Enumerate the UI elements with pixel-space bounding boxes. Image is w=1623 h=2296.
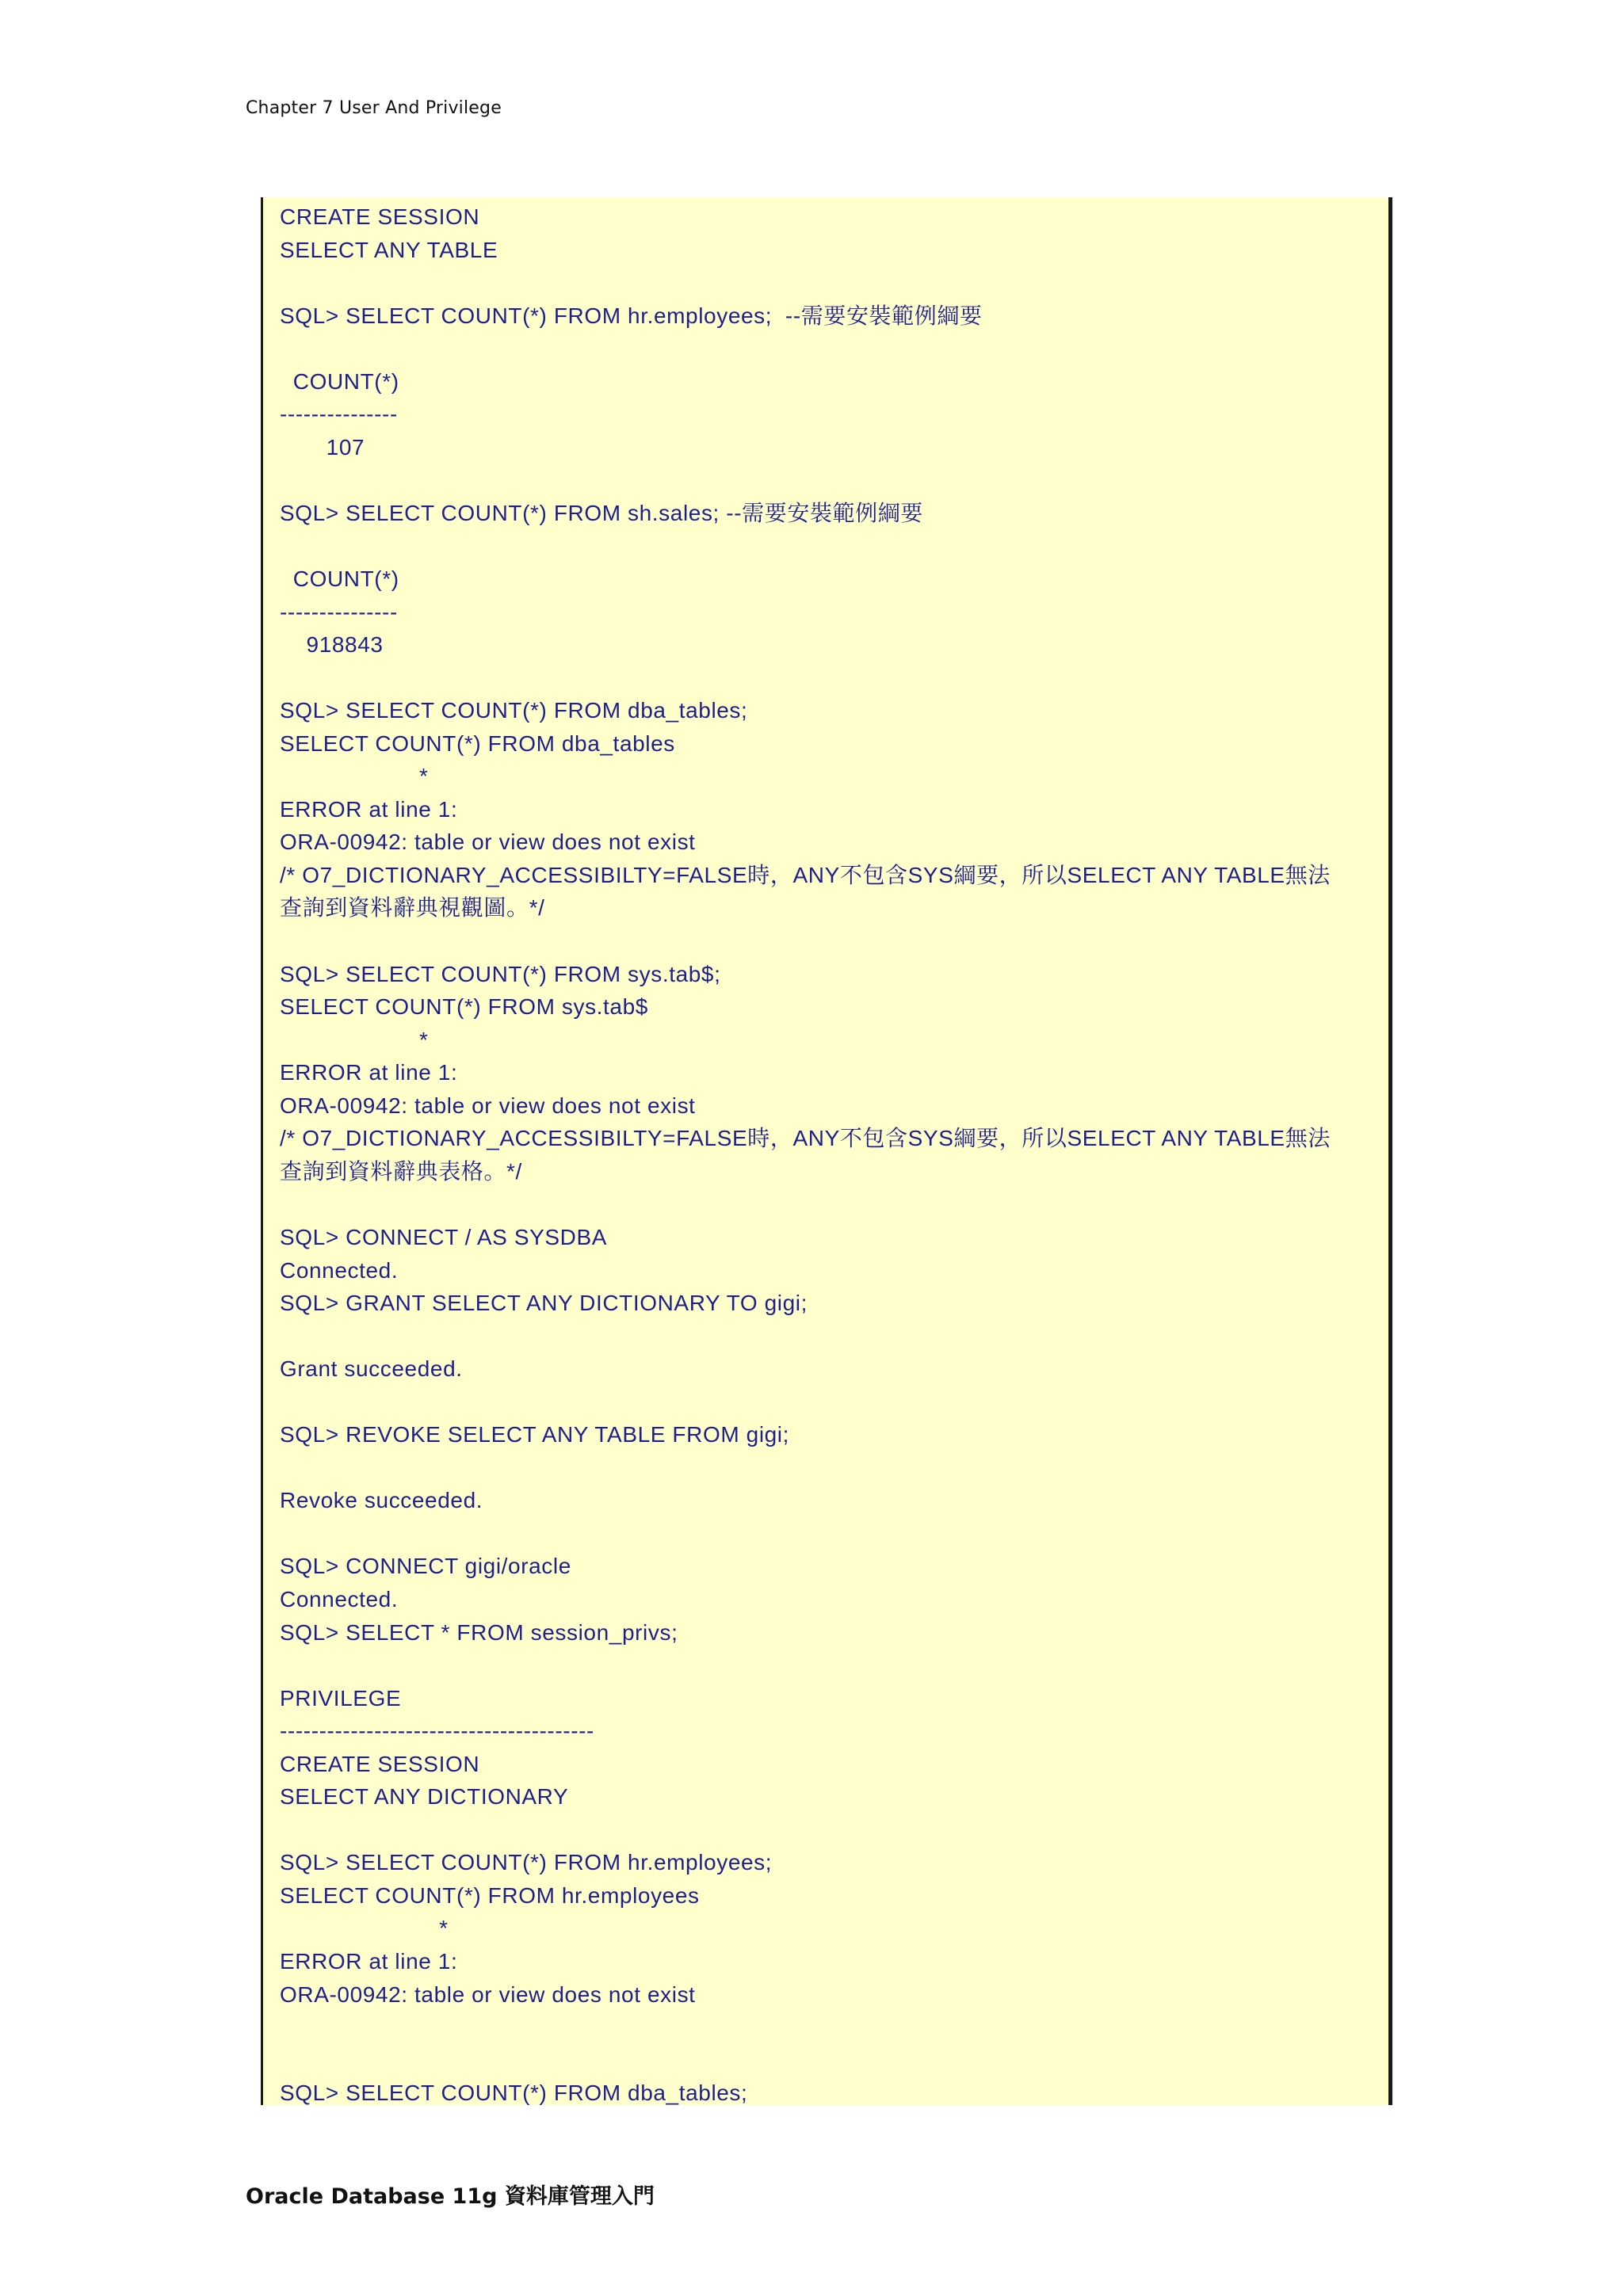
code-line: CREATE SESSION (280, 204, 480, 229)
code-line: SQL> SELECT COUNT(*) FROM sys.tab$; (280, 961, 721, 986)
code-line (280, 332, 1388, 365)
code-line: COUNT(*) (280, 566, 399, 592)
code-line: --------------- (280, 402, 398, 427)
code-line: 107 (280, 434, 365, 460)
code-line (280, 925, 1388, 958)
code-line: SELECT COUNT(*) FROM sys.tab$ (280, 994, 648, 1020)
code-line: SELECT ANY TABLE (280, 237, 498, 262)
code-line: SELECT ANY DICTIONARY (280, 1784, 569, 1810)
code-line (280, 266, 1388, 299)
code-line: SQL> SELECT COUNT(*) FROM dba_tables; (280, 2081, 748, 2105)
code-line: Grant succeeded. (280, 1356, 463, 1382)
code-line: ORA-00942: table or view does not exist (280, 1981, 696, 2007)
code-line: SELECT COUNT(*) FROM hr.employees (280, 1882, 700, 1908)
code-line (280, 2044, 1388, 2077)
code-line (280, 662, 1388, 695)
code-line: * (280, 764, 429, 789)
code-line: * (280, 1027, 429, 1052)
code-line (280, 1649, 1388, 1682)
code-line: SQL> SELECT * FROM session_privs; (280, 1619, 678, 1645)
code-line: SQL> CONNECT gigi/oracle (280, 1554, 571, 1579)
code-line: SQL> GRANT SELECT ANY DICTIONARY TO gigi; (280, 1291, 808, 1316)
code-line: --------------- (280, 599, 398, 624)
code-line: ---------------------------------------- (280, 1718, 594, 1744)
code-line (280, 1320, 1388, 1353)
code-line: CREATE SESSION (280, 1751, 480, 1776)
code-line: * (280, 1916, 449, 1941)
code-line: Connected. (280, 1586, 399, 1611)
code-line: ORA-00942: table or view does not exist (280, 830, 696, 855)
code-line: SELECT COUNT(*) FROM dba_tables (280, 730, 675, 756)
code-line: /* O7_DICTIONARY_ACCESSIBILTY=FALSE時，ANY不包含SYS綱要，所以SELECT ANY TABLE無法 (280, 862, 1331, 887)
code-line (280, 1386, 1388, 1419)
code-line: ORA-00942: table or view does not exist (280, 1093, 696, 1118)
code-line (280, 1517, 1388, 1550)
code-line: Connected. (280, 1257, 399, 1283)
code-line: Revoke succeeded. (280, 1488, 483, 1513)
code-line (280, 463, 1388, 497)
code-line: ERROR at line 1: (280, 1060, 458, 1085)
code-line: SQL> SELECT COUNT(*) FROM hr.employees; --需要安裝範例綱要 (280, 303, 983, 328)
code-line: SQL> SELECT COUNT(*) FROM sh.sales; --需要安裝範例綱要 (280, 500, 923, 525)
code-block (261, 197, 1392, 2105)
code-line: COUNT(*) (280, 368, 399, 394)
code-line (280, 1188, 1388, 1221)
code-line (280, 1451, 1388, 1485)
code-line: PRIVILEGE (280, 1685, 402, 1711)
code-line (280, 529, 1388, 563)
code-line: 查詢到資料辭典視觀圖。*/ (280, 895, 545, 921)
code-line: ERROR at line 1: (280, 1948, 458, 1974)
code-line (280, 1814, 1388, 1847)
page-header: Chapter 7 User And Privilege (246, 98, 502, 118)
code-line: SQL> REVOKE SELECT ANY TABLE FROM gigi; (280, 1422, 790, 1447)
code-line (280, 2011, 1388, 2044)
page-footer: Oracle Database 11g 資料庫管理入門 (246, 2184, 655, 2209)
code-line: 查詢到資料辭典表格。*/ (280, 1158, 522, 1184)
code-line: 918843 (280, 632, 384, 658)
code-line: /* O7_DICTIONARY_ACCESSIBILTY=FALSE時，ANY不包含SYS綱要，所以SELECT ANY TABLE無法 (280, 1126, 1331, 1151)
code-line: SQL> SELECT COUNT(*) FROM hr.employees; (280, 1850, 773, 1875)
code-line: SQL> CONNECT / AS SYSDBA (280, 1224, 608, 1249)
code-line: SQL> SELECT COUNT(*) FROM dba_tables; (280, 698, 748, 723)
code-line: ERROR at line 1: (280, 796, 458, 822)
